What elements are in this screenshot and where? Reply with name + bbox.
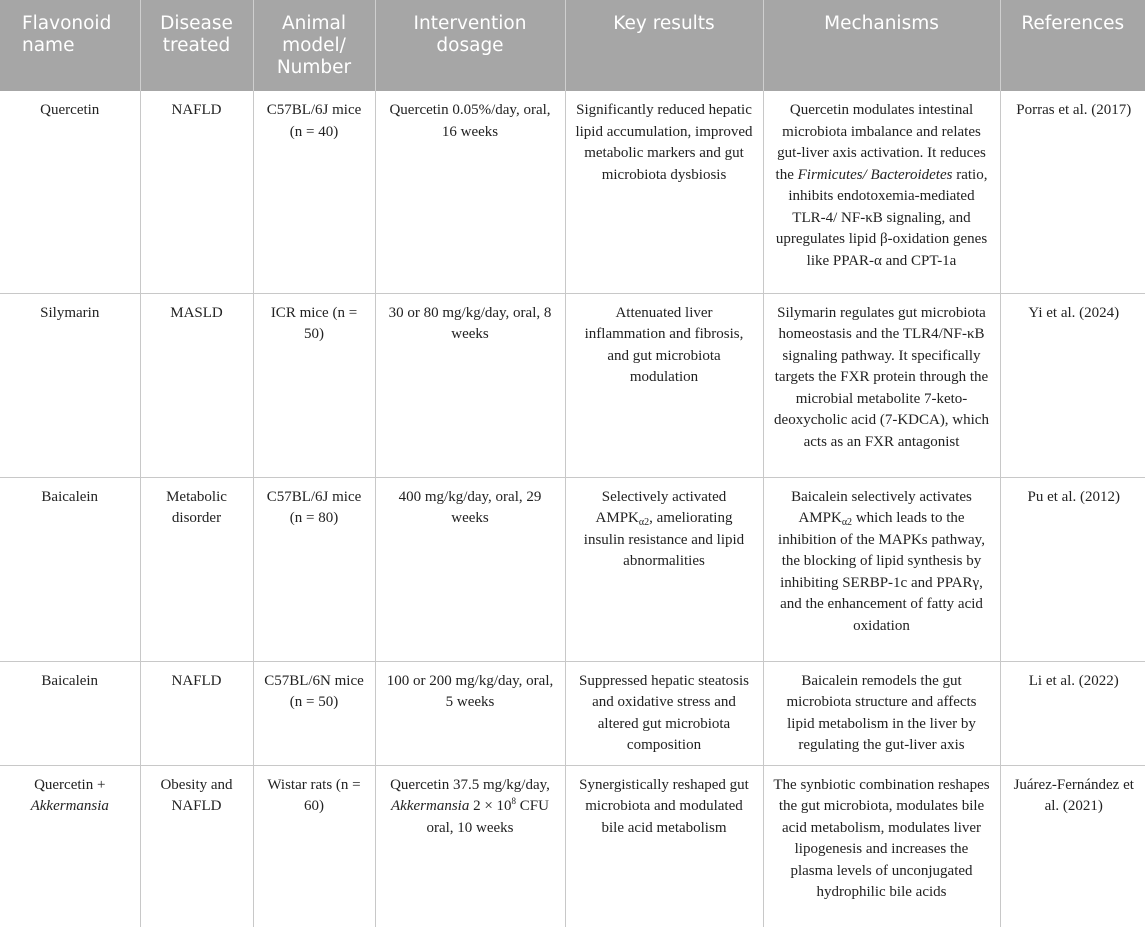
dosage-text: 2 × 10 xyxy=(469,798,512,814)
header-flavonoid-name: Flavonoid name xyxy=(0,0,140,91)
cell-dosage: 30 or 80 mg/kg/day, oral, 8 weeks xyxy=(375,293,565,477)
results-text: , ameliorating insulin resistance and lipid abnormalities xyxy=(583,510,745,569)
table-row xyxy=(0,91,1145,293)
header-disease-treated: Disease treated xyxy=(140,0,253,91)
cell-flavonoid: Quercetin xyxy=(0,91,140,293)
header-row xyxy=(0,0,1145,91)
cell-model: C57BL/6N mice (n = 50) xyxy=(253,661,375,765)
cell-model: C57BL/6J mice (n = 80) xyxy=(253,477,375,661)
cell-reference: Pu et al. (2012) xyxy=(1000,477,1145,661)
results-text: Selectively activated AMPK xyxy=(595,488,727,526)
cell-dosage: 100 or 200 mg/kg/day, oral, 5 weeks xyxy=(375,661,565,765)
header-mechanisms: Mechanisms xyxy=(763,0,1000,91)
cell-reference: Li et al. (2022) xyxy=(1000,661,1145,765)
cell-mechanisms: The synbiotic combination reshapes the gut microbiota, modulates bile acid metabolism, modulates liver lipogenesis and increases the plasma levels of unconjugated hydrophilic bile acids xyxy=(763,765,1000,927)
header-intervention-dosage: Intervention dosage xyxy=(375,0,565,91)
cell-dosage: Quercetin 0.05%/day, oral, 16 weeks xyxy=(375,91,565,293)
cell-mechanisms: Silymarin regulates gut microbiota homeostasis and the TLR4/NF-κB signaling pathway. It specifically targets the FXR protein through the microbial metabolite 7-keto-deoxycholic acid (7-KDCA), which acts as an FXR antagonist xyxy=(763,293,1000,477)
results-subscript: α2 xyxy=(638,517,650,528)
cell-model: C57BL/6J mice (n = 40) xyxy=(253,91,375,293)
cell-results: Suppressed hepatic steatosis and oxidative stress and altered gut microbiota composition xyxy=(565,661,763,765)
cell-disease: Metabolic disorder xyxy=(140,477,253,661)
cell-disease: NAFLD xyxy=(140,661,253,765)
mech-text: ratio, inhibits endotoxemia-mediated TLR-4/ NF-κB signaling, and upregulates lipid β-oxidation genes like PPAR-α and CPT-1a xyxy=(775,166,988,269)
cell-results: Attenuated liver inflammation and fibrosis, and gut microbiota modulation xyxy=(565,293,763,477)
cell-mechanisms xyxy=(763,477,1000,661)
header-references: References xyxy=(1000,0,1145,91)
cell-mechanisms xyxy=(763,91,1000,293)
cell-results: Synergistically reshaped gut microbiota and modulated bile acid metabolism xyxy=(565,765,763,927)
table-row xyxy=(0,765,1145,927)
cell-disease: MASLD xyxy=(140,293,253,477)
cell-flavonoid: Silymarin xyxy=(0,293,140,477)
cell-dosage: 400 mg/kg/day, oral, 29 weeks xyxy=(375,477,565,661)
cell-results: Significantly reduced hepatic lipid accumulation, improved metabolic markers and gut microbiota dysbiosis xyxy=(565,91,763,293)
dosage-text: Quercetin 37.5 mg/kg/day, xyxy=(390,776,550,793)
mech-text: which leads to the inhibition of the MAPKs pathway, the blocking of lipid synthesis by inhibiting SERBP-1c and PPARγ, and the enhancement of fatty acid oxidation xyxy=(778,510,985,634)
cell-reference: Juárez-Fernández et al. (2021) xyxy=(1000,765,1145,927)
mech-text: Baicalein selectively activates AMPK xyxy=(791,488,972,526)
cell-flavonoid: Baicalein xyxy=(0,477,140,661)
table-row xyxy=(0,477,1145,661)
cell-disease: NAFLD xyxy=(140,91,253,293)
mech-subscript: α2 xyxy=(841,517,853,528)
table-row xyxy=(0,661,1145,765)
header-animal-model: Animal model/ Number xyxy=(253,0,375,91)
cell-model: Wistar rats (n = 60) xyxy=(253,765,375,927)
dosage-superscript: 8 xyxy=(511,796,517,806)
mech-italic-text: Firmicutes/ Bacteroidetes xyxy=(797,166,953,183)
cell-disease: Obesity and NAFLD xyxy=(140,765,253,927)
cell-reference: Yi et al. (2024) xyxy=(1000,293,1145,477)
cell-reference: Porras et al. (2017) xyxy=(1000,91,1145,293)
flavonoid-text: Quercetin + xyxy=(34,776,106,793)
flavonoid-italic-text: Akkermansia xyxy=(30,798,109,814)
cell-model: ICR mice (n = 50) xyxy=(253,293,375,477)
cell-dosage xyxy=(375,765,565,927)
header-key-results: Key results xyxy=(565,0,763,91)
table-row xyxy=(0,293,1145,477)
mech-text: Quercetin modulates intestinal microbiota imbalance and relates gut-liver axis activation. It reduces the xyxy=(775,102,986,183)
cell-mechanisms: Baicalein remodels the gut microbiota structure and affects lipid metabolism in the liver by regulating the gut-liver axis xyxy=(763,661,1000,765)
cell-results xyxy=(565,477,763,661)
cell-flavonoid: Baicalein xyxy=(0,661,140,765)
dosage-italic-text: Akkermansia xyxy=(391,798,470,814)
dosage-text: CFU oral, 10 weeks xyxy=(426,798,549,836)
cell-flavonoid xyxy=(0,765,140,927)
